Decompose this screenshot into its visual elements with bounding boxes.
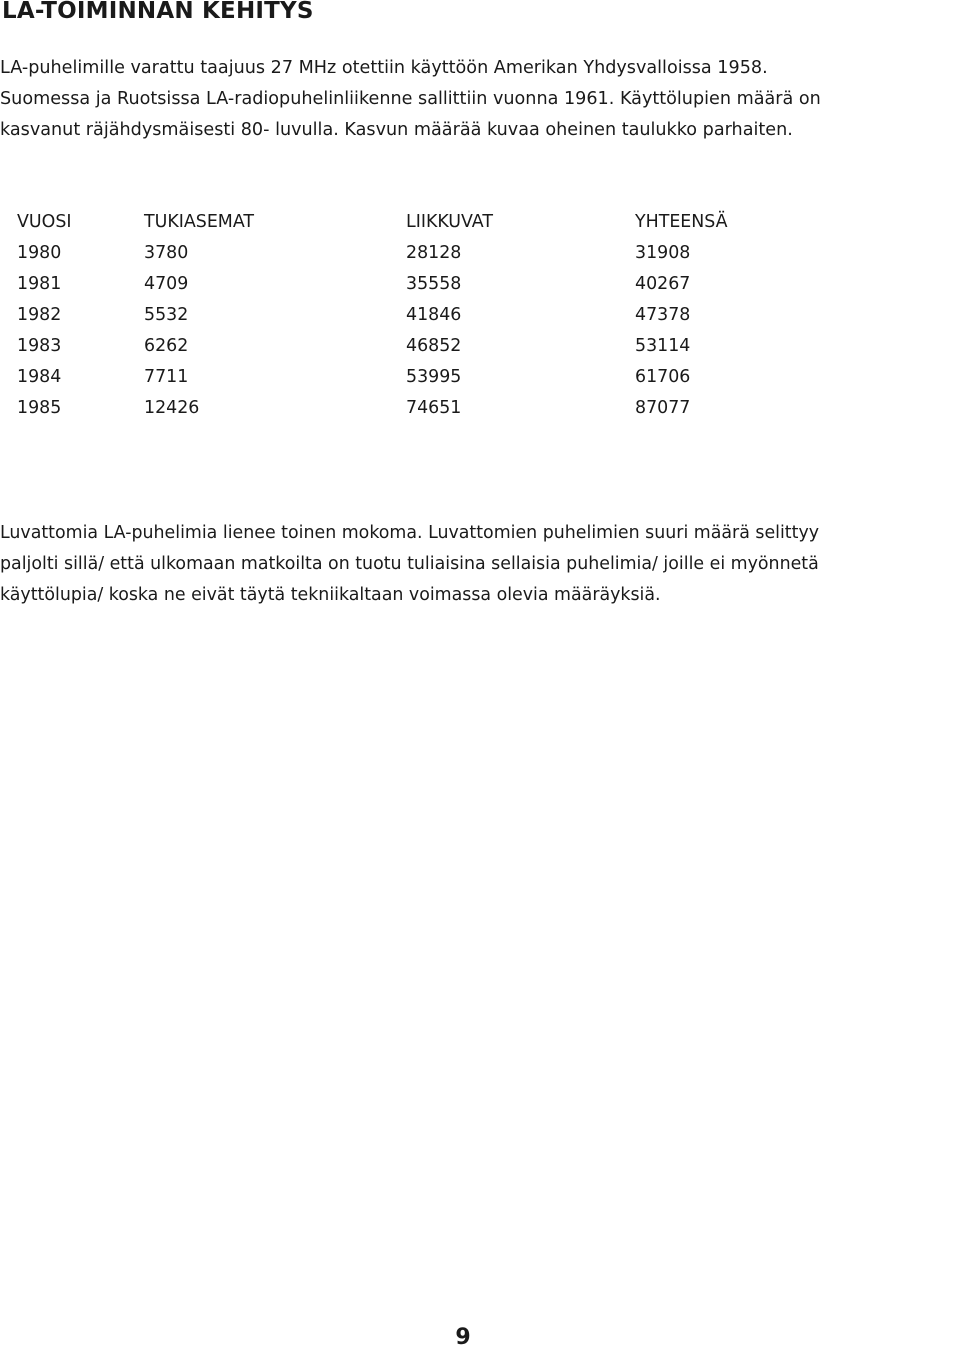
cell-base-stations: 7711: [144, 366, 189, 387]
table-row: [17, 299, 775, 330]
intro-line: Suomessa ja Ruotsissa LA-radiopuhelinliikenne sallittiin vuonna 1961. Käyttölupien määrä on: [0, 89, 821, 109]
intro-line: LA-puhelimille varattu taajuus 27 MHz otettiin käyttöön Amerikan Yhdysvalloissa 1958.: [0, 58, 768, 78]
cell-year: 1980: [17, 242, 62, 263]
page-title: LA-TOIMINNAN KEHITYS: [2, 0, 314, 24]
table-header-row: [17, 206, 775, 237]
cell-mobiles: 46852: [406, 335, 462, 356]
cell-year: 1985: [17, 397, 62, 418]
cell-year: 1984: [17, 366, 62, 387]
cell-mobiles: 41846: [406, 304, 462, 325]
table-row: [17, 392, 775, 423]
cell-mobiles: 35558: [406, 273, 462, 294]
cell-mobiles: 28128: [406, 242, 462, 263]
cell-base-stations: 3780: [144, 242, 189, 263]
page-number: 9: [455, 1325, 471, 1350]
header-tukiasemat: TUKIASEMAT: [144, 211, 254, 232]
license-statistics-table: [17, 206, 775, 423]
outro-paragraph: [0, 518, 960, 611]
cell-year: 1982: [17, 304, 62, 325]
intro-paragraph: [0, 53, 960, 146]
cell-mobiles: 53995: [406, 366, 462, 387]
table-row: [17, 361, 775, 392]
cell-mobiles: 74651: [406, 397, 462, 418]
outro-line: paljolti sillä/ että ulkomaan matkoilta on tuotu tuliaisina sellaisia puhelimia/ joille ei myönnetä: [0, 554, 819, 574]
cell-total: 61706: [635, 366, 691, 387]
cell-year: 1981: [17, 273, 62, 294]
cell-base-stations: 4709: [144, 273, 189, 294]
table-row: [17, 237, 775, 268]
outro-line: käyttölupia/ koska ne eivät täytä tekniikaltaan voimassa olevia määräyksiä.: [0, 585, 661, 605]
outro-line: Luvattomia LA-puhelimia lienee toinen mokoma. Luvattomien puhelimien suuri määrä selittyy: [0, 523, 820, 543]
header-vuosi: VUOSI: [17, 211, 72, 232]
cell-total: 53114: [635, 335, 691, 356]
cell-year: 1983: [17, 335, 62, 356]
cell-base-stations: 5532: [144, 304, 189, 325]
table-row: [17, 268, 775, 299]
cell-total: 31908: [635, 242, 691, 263]
cell-base-stations: 12426: [144, 397, 200, 418]
cell-total: 40267: [635, 273, 691, 294]
cell-total: 47378: [635, 304, 691, 325]
cell-base-stations: 6262: [144, 335, 189, 356]
intro-line: kasvanut räjähdysmäisesti 80- luvulla. Kasvun määrää kuvaa oheinen taulukko parhaiten.: [0, 120, 793, 140]
header-yhteensa: YHTEENSÄ: [635, 211, 728, 232]
cell-total: 87077: [635, 397, 691, 418]
header-liikkuvat: LIIKKUVAT: [406, 211, 493, 232]
table-row: [17, 330, 775, 361]
